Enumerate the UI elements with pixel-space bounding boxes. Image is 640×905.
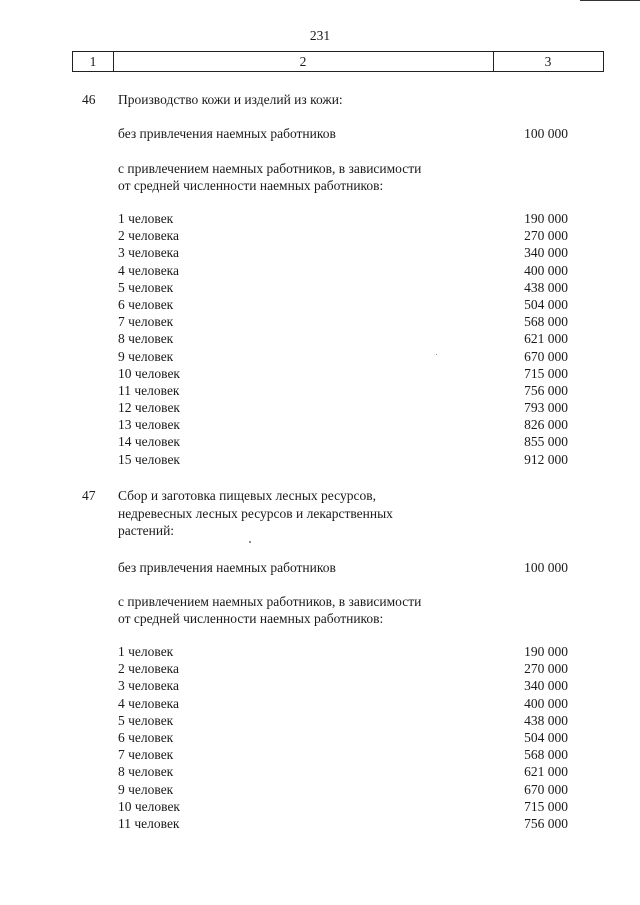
list-item <box>118 330 568 347</box>
list-item <box>118 313 568 330</box>
row-label: 10 человек <box>118 798 180 814</box>
list-item <box>118 433 568 450</box>
column-header-table <box>72 51 604 72</box>
row-label: 8 человек <box>118 331 174 347</box>
row-value: 715 000 <box>524 798 568 814</box>
list-item <box>118 382 568 399</box>
row-value: 756 000 <box>524 382 568 398</box>
row-label: 2 человека <box>118 228 180 244</box>
with-workers-line: с привлечением наемных работников, в зависимости <box>118 594 422 609</box>
row-label: 4 человека <box>118 695 180 711</box>
section-number: 46 <box>82 92 96 107</box>
rate-list <box>118 210 568 468</box>
row-value: 190 000 <box>524 644 568 659</box>
without-workers-value: 100 000 <box>524 560 568 575</box>
row-label: 3 человека <box>118 678 180 694</box>
row-value: 270 000 <box>524 661 568 677</box>
with-workers-line: от средней численности наемных работников: <box>118 611 384 626</box>
list-item <box>118 210 568 227</box>
row-label: 6 человек <box>118 296 174 312</box>
list-item <box>118 399 568 416</box>
section-number: 47 <box>82 488 96 503</box>
row-value: 621 000 <box>524 331 568 347</box>
row-value: 670 000 <box>524 781 568 797</box>
row-label: 10 человек <box>118 365 180 381</box>
list-item <box>118 296 568 313</box>
row-label: 14 человек <box>118 434 180 450</box>
row-value: 568 000 <box>524 314 568 330</box>
row-value: 715 000 <box>524 365 568 381</box>
list-item <box>118 227 568 244</box>
list-item <box>118 781 568 798</box>
list-item <box>118 677 568 694</box>
row-value: 621 000 <box>524 764 568 780</box>
section-title: растений: <box>118 523 175 538</box>
list-item <box>118 763 568 780</box>
row-value: 190 000 <box>524 211 568 226</box>
row-value: 912 000 <box>524 451 568 467</box>
without-workers-label: без привлечения наемных работников <box>118 560 336 575</box>
section-title: недревесных лесных ресурсов и лекарственных <box>118 506 393 521</box>
list-item <box>118 815 568 832</box>
section-title: Производство кожи и изделий из кожи: <box>118 92 343 107</box>
row-value: 340 000 <box>524 678 568 694</box>
row-label: 8 человек <box>118 764 174 780</box>
list-item <box>118 798 568 815</box>
row-label: 9 человек <box>118 348 174 364</box>
column-header-1: 1 <box>73 52 114 71</box>
scan-speck <box>249 541 251 543</box>
row-label: 7 человек <box>118 314 174 330</box>
row-value: 826 000 <box>524 417 568 433</box>
list-item <box>118 712 568 729</box>
row-value: 270 000 <box>524 228 568 244</box>
list-item <box>118 660 568 677</box>
row-value: 568 000 <box>524 747 568 763</box>
row-label: 1 человек <box>118 644 174 659</box>
row-label: 2 человека <box>118 661 180 677</box>
column-header-2: 2 <box>113 52 494 71</box>
list-item <box>118 416 568 433</box>
list-item <box>118 643 568 660</box>
row-label: 12 человек <box>118 400 180 416</box>
corner-rule <box>580 0 640 1</box>
row-label: 7 человек <box>118 747 174 763</box>
row-label: 3 человека <box>118 245 180 261</box>
column-header-3: 3 <box>544 54 552 69</box>
list-item <box>118 348 568 365</box>
row-label: 4 человека <box>118 262 180 278</box>
list-item <box>118 451 568 468</box>
list-item <box>118 262 568 279</box>
row-label: 13 человек <box>118 417 180 433</box>
list-item <box>118 279 568 296</box>
without-workers-value: 100 000 <box>524 126 568 141</box>
row-value: 400 000 <box>524 262 568 278</box>
row-value: 340 000 <box>524 245 568 261</box>
row-value: 793 000 <box>524 400 568 416</box>
row-label: 15 человек <box>118 451 180 467</box>
with-workers-line: с привлечением наемных работников, в зависимости <box>118 161 422 176</box>
page-number: 231 <box>309 28 331 43</box>
section-title: Сбор и заготовка пищевых лесных ресурсов, <box>118 488 376 503</box>
row-label: 1 человек <box>118 211 174 226</box>
list-item <box>118 244 568 261</box>
with-workers-line: от средней численности наемных работников: <box>118 178 384 193</box>
row-value: 438 000 <box>524 712 568 728</box>
row-value: 504 000 <box>524 296 568 312</box>
row-value: 438 000 <box>524 279 568 295</box>
list-item <box>118 729 568 746</box>
rate-list <box>118 643 568 832</box>
row-value: 504 000 <box>524 729 568 745</box>
row-label: 11 человек <box>118 382 180 398</box>
list-item <box>118 365 568 382</box>
list-item <box>118 695 568 712</box>
row-label: 5 человек <box>118 712 174 728</box>
scan-speck <box>436 354 437 355</box>
row-label: 6 человек <box>118 729 174 745</box>
row-label: 9 человек <box>118 781 174 797</box>
row-value: 855 000 <box>524 434 568 450</box>
row-label: 11 человек <box>118 815 180 831</box>
row-value: 670 000 <box>524 348 568 364</box>
row-value: 756 000 <box>524 815 568 831</box>
without-workers-label: без привлечения наемных работников <box>118 126 336 141</box>
row-value: 400 000 <box>524 695 568 711</box>
row-label: 5 человек <box>118 279 174 295</box>
list-item <box>118 746 568 763</box>
